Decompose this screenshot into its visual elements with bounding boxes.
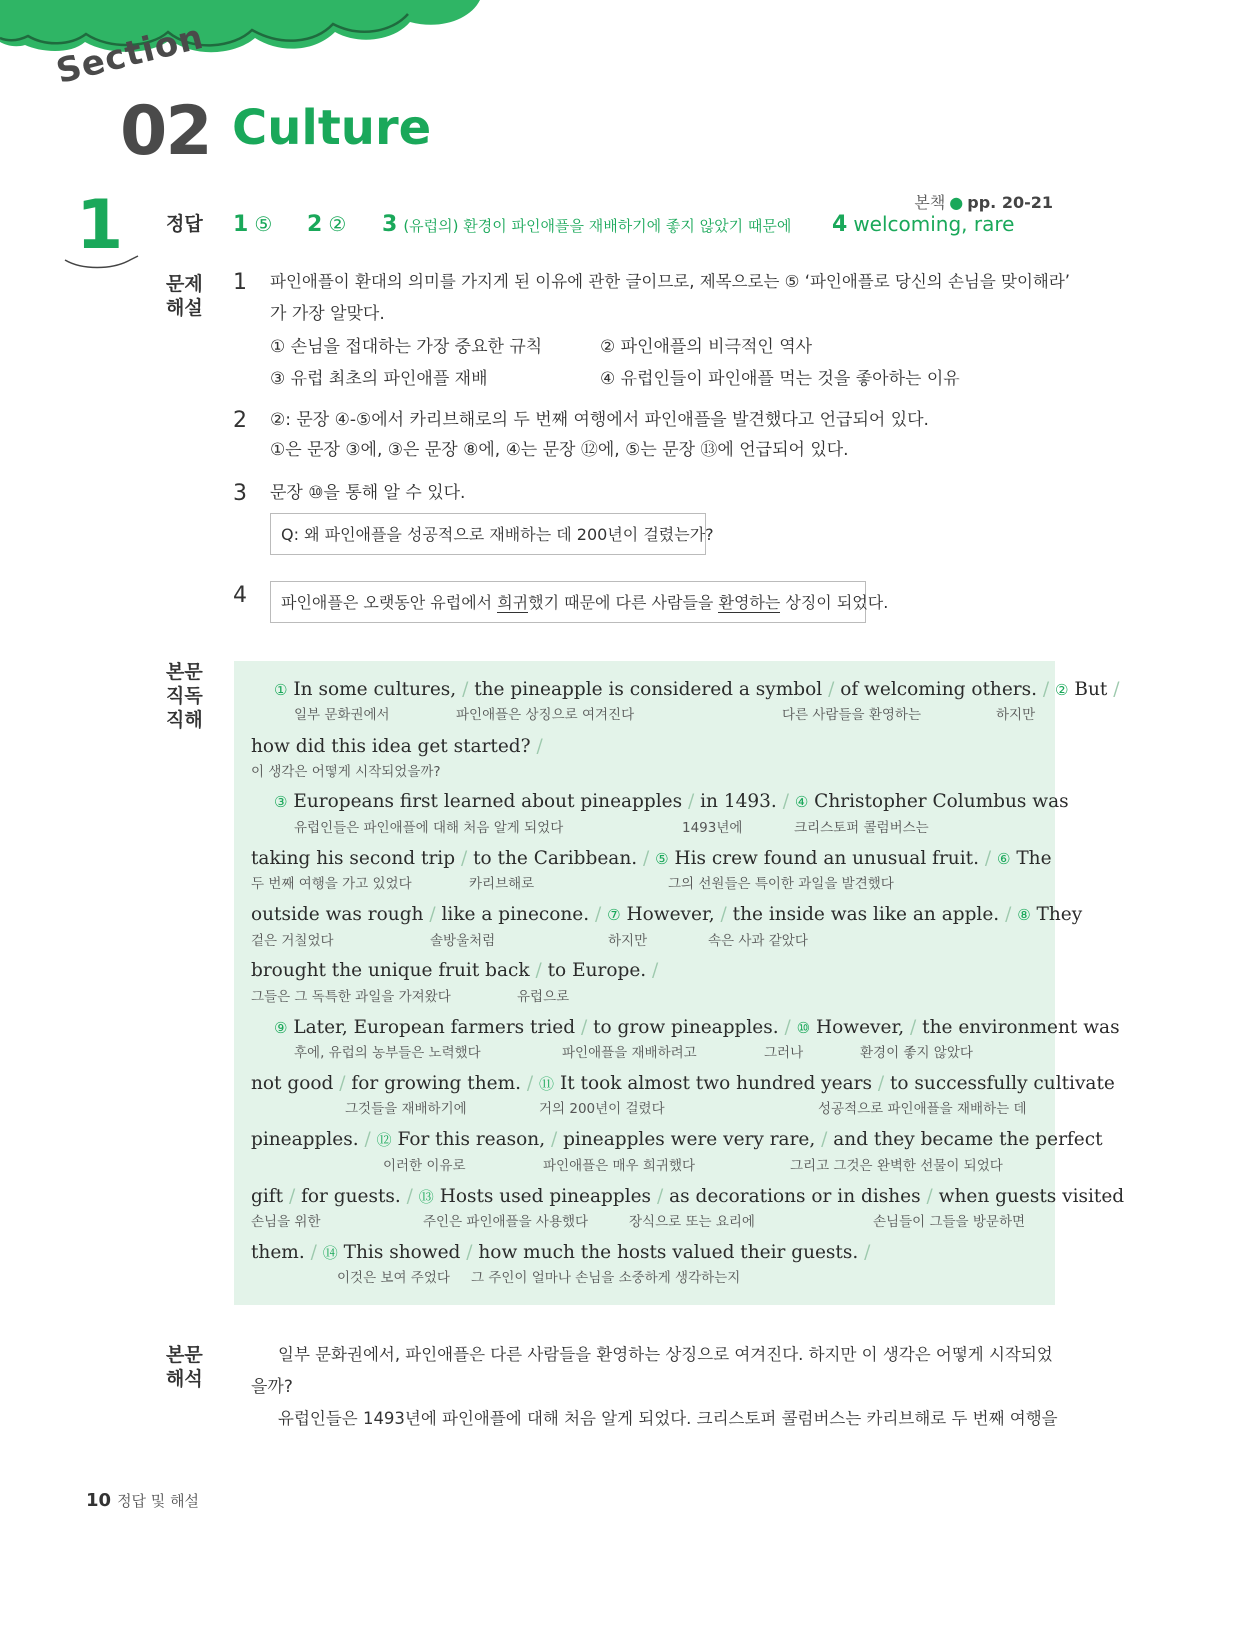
reading-gloss: 손님을 위한 <box>251 1214 321 1230</box>
reading-gloss: 솔방울처럼 <box>430 933 496 949</box>
page-reference <box>914 190 1053 213</box>
q3-line1: 문장 ⑩을 통해 알 수 있다. <box>270 483 466 503</box>
reading-gloss: 이것은 보여 주었다 <box>337 1270 450 1286</box>
translation-label: 본문 해석 <box>166 1344 203 1390</box>
q4-answer-box: 파인애플은 오랫동안 유럽에서 희귀했기 때문에 다른 사람들을 환영하는 상징이 되었다. <box>270 581 866 623</box>
reading-gloss: 겉은 거칠었다 <box>251 933 334 949</box>
reading-label: 본문 직독 직해 <box>166 661 203 731</box>
section-word: Section <box>52 16 208 92</box>
reading-gloss: 속은 사과 같았다 <box>708 933 808 949</box>
q2-line2: ①은 문장 ③에, ③은 문장 ⑧에, ④는 문장 ⑫에, ⑤는 문장 ⑬에 언급되어 있다. <box>270 440 849 460</box>
reading-gloss: 성공적으로 파인애플을 재배하는 데 <box>818 1101 1027 1117</box>
reading-gloss: 거의 200년이 걸렸다 <box>539 1101 665 1117</box>
reading-gloss: 그리고 그것은 완벽한 선물이 되었다 <box>790 1158 1003 1174</box>
q3-number: 3 <box>233 481 247 506</box>
reading-gloss: 파인애플은 상징으로 여겨진다 <box>456 707 635 723</box>
q1-option-2: ② 파인애플의 비극적인 역사 <box>600 337 813 357</box>
reading-gloss: 그러나 <box>764 1045 804 1061</box>
q1-option-1: ① 손님을 접대하는 가장 중요한 규칙 <box>270 337 543 357</box>
reading-gloss: 하지만 <box>608 933 648 949</box>
answer-2: 2 ② <box>307 212 347 237</box>
reading-gloss: 손님들이 그들을 방문하면 <box>873 1214 1026 1230</box>
reading-line-2: how did this idea get started? / <box>251 736 543 757</box>
q1-option-4: ④ 유럽인들이 파인애플 먹는 것을 좋아하는 이유 <box>600 369 960 389</box>
answer-1: 1 ⑤ <box>233 212 273 237</box>
problem-number-swoosh-icon <box>62 250 142 272</box>
reading-gloss: 그것들을 재배하기에 <box>345 1101 467 1117</box>
reading-line-6: brought the unique fruit back / to Europe. / <box>251 960 659 981</box>
q1-number: 1 <box>233 270 247 295</box>
reading-line-5: outside was rough / like a pinecone. / ⑦ However, / the inside was like an apple. / ⑧ They <box>251 904 1083 925</box>
reading-gloss: 하지만 <box>996 707 1036 723</box>
q4-number: 4 <box>233 583 247 608</box>
reading-gloss: 그의 선원들은 특이한 과일을 발견했다 <box>668 876 894 892</box>
q2-number: 2 <box>233 408 247 433</box>
section-number: 02 <box>120 92 211 171</box>
reading-line-9: pineapples. / ⑫ For this reason, / pineapples were very rare, / and they became the perfect <box>251 1129 1103 1150</box>
reading-gloss: 다른 사람들을 환영하는 <box>782 707 921 723</box>
reading-gloss: 이러한 이유로 <box>383 1158 466 1174</box>
dot-icon: ● <box>949 193 964 212</box>
reading-line-7: ⑨ Later, European farmers tried / to grow pineapples. / ⑩ However, / the environment was <box>274 1017 1120 1038</box>
reading-line-11: them. / ⑭ This showed / how much the hosts valued their guests. / <box>251 1242 871 1263</box>
reading-gloss: 1493년에 <box>682 820 743 836</box>
section-title: Culture <box>232 100 432 156</box>
explanation-label: 문제 해설 <box>166 273 203 319</box>
answer-4: 4 welcoming, rare <box>832 212 1015 237</box>
q1-line1: 파인애플이 환대의 의미를 가지게 된 이유에 관한 글이므로, 제목으로는 ⑤ ‘파인애플로 당신의 손님을 맞이해라’ <box>270 272 1071 291</box>
problem-number: 1 <box>76 186 124 265</box>
q1-line2: 가 가장 알맞다. <box>270 304 385 324</box>
reading-line-3: ③ Europeans first learned about pineapples / in 1493. / ④ Christopher Columbus was <box>274 791 1069 812</box>
page-footer <box>86 1490 199 1511</box>
reading-line-4: taking his second trip / to the Caribbean. / ⑤ His crew found an unusual fruit. / ⑥ The <box>251 848 1052 869</box>
reading-gloss: 그 주인이 얼마나 손님을 소중하게 생각하는지 <box>471 1270 741 1286</box>
reading-line-8: not good / for growing them. / ⑪ It took almost two hundred years / to successfully cultivate <box>251 1073 1115 1094</box>
reading-gloss: 장식으로 또는 요리에 <box>629 1214 755 1230</box>
q2-line1: ②: 문장 ④-⑤에서 카리브해로의 두 번째 여행에서 파인애플을 발견했다고 언급되어 있다. <box>270 410 929 430</box>
translation-line-3: 유럽인들은 1493년에 파인애플에 대해 처음 알게 되었다. 크리스토퍼 콜럼버스는 카리브해로 두 번째 여행을 <box>278 1409 1058 1428</box>
reading-gloss: 크리스토퍼 콜럼버스는 <box>794 820 929 836</box>
reading-gloss: 주인은 파인애플을 사용했다 <box>423 1214 589 1230</box>
reading-gloss: 유럽인들은 파인애플에 대해 처음 알게 되었다 <box>294 820 564 836</box>
reading-line-10: gift / for guests. / ⑬ Hosts used pineapples / as decorations or in dishes / when guests visited <box>251 1186 1125 1207</box>
reading-gloss: 일부 문화권에서 <box>294 707 390 723</box>
answer-3: 3 (유럽의) 환경이 파인애플을 재배하기에 좋지 않았기 때문에 <box>382 212 792 237</box>
reading-gloss: 카리브해로 <box>469 876 535 892</box>
translation-line-1: 일부 문화권에서, 파인애플은 다른 사람들을 환영하는 상징으로 여겨진다. 하지만 이 생각은 어떻게 시작되었 <box>278 1345 1053 1364</box>
answers-label: 정답 <box>166 213 203 235</box>
reading-gloss: 후에, 유럽의 농부들은 노력했다 <box>294 1045 481 1061</box>
q3-answer-box: Q: 왜 파인애플을 성공적으로 재배하는 데 200년이 걸렸는가? <box>270 513 706 555</box>
reading-gloss: 파인애플은 매우 희귀했다 <box>543 1158 696 1174</box>
reading-gloss: 파인애플을 재배하려고 <box>562 1045 697 1061</box>
q1-option-3: ③ 유럽 최초의 파인애플 재배 <box>270 369 488 389</box>
reading-gloss: 이 생각은 어떻게 시작되었을까? <box>251 764 441 780</box>
reading-gloss: 그들은 그 독특한 과일을 가져왔다 <box>251 989 451 1005</box>
page-number: 10 <box>86 1490 112 1511</box>
reading-line-1: ① In some cultures, / the pineapple is considered a symbol / of welcoming others. / ② But / <box>274 679 1120 700</box>
reading-gloss: 두 번째 여행을 가고 있었다 <box>251 876 412 892</box>
reading-gloss: 유럽으로 <box>517 989 570 1005</box>
translation-line-2: 을까? <box>251 1377 293 1397</box>
page-ref-pages: pp. 20-21 <box>967 193 1053 212</box>
page-ref-book: 본책 <box>914 193 946 212</box>
footer-text: 정답 및 해설 <box>117 1492 200 1510</box>
reading-gloss: 환경이 좋지 않았다 <box>860 1045 973 1061</box>
